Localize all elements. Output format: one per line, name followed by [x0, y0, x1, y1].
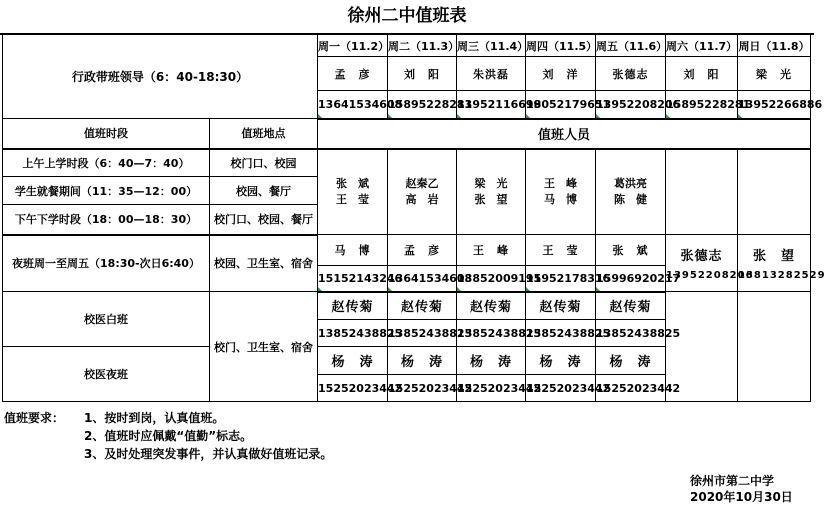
doctor-day-phone: 13852438825	[596, 320, 666, 347]
doctor-night-name: 杨 涛	[457, 347, 526, 375]
doctor-day-phone: 13852438825	[318, 320, 388, 347]
footer-school: 徐州市第二中学	[690, 474, 775, 488]
doctor-day-phone: 13852438825	[457, 320, 526, 347]
day-header: 周六（11.7）	[666, 35, 738, 57]
requirement-item: 3、及时处理突发事件，并认真做好值班记录。	[84, 447, 333, 461]
night-place-cell: 校园、卫生室、宿舍	[210, 235, 318, 292]
staff-header: 值班人员	[318, 119, 811, 149]
night-name: 张 斌	[596, 235, 666, 266]
doctor-night-name: 杨 涛	[596, 347, 666, 375]
day-header: 周日（11.8）	[738, 35, 811, 57]
period-header: 值班时段	[3, 119, 210, 149]
admin-phone: 13952266886	[738, 91, 811, 119]
day-staff-cell: 王 峰 马 博	[526, 149, 596, 235]
night-phone: 15952178316	[526, 266, 596, 292]
doctor-day-phone: 13852438825	[388, 320, 457, 347]
night-period-cell: 夜班周一至周五（18:30-次日6:40）	[3, 235, 210, 292]
doctor-day-name: 赵传菊	[318, 292, 388, 320]
doctor-night-phone: 15252023442	[388, 375, 457, 402]
day-header: 周二（11.3）	[388, 35, 457, 57]
empty-cell	[738, 292, 811, 402]
period-cell: 下午下学时段（18：00—18：30）	[3, 205, 210, 235]
doctor-day-label: 校医白班	[3, 292, 210, 347]
admin-phone: 18052179651	[526, 91, 596, 119]
night-phone: 15152143246	[318, 266, 388, 292]
day-header: 周三（11.4）	[457, 35, 526, 57]
day-staff-cell: 葛洪亮 陈 健	[596, 149, 666, 235]
day-header: 周一（11.2）	[318, 35, 388, 57]
doctor-day-name: 赵传菊	[457, 292, 526, 320]
empty-cell	[666, 149, 738, 235]
night-name: 张 望 13813282529	[738, 235, 811, 292]
admin-name: 刘 洋	[526, 57, 596, 91]
night-phone: 13852009191	[457, 266, 526, 292]
doctor-night-phone: 15252023442	[596, 375, 666, 402]
doctor-night-name: 杨 涛	[526, 347, 596, 375]
period-cell: 学生就餐期间（11：35—12：00）	[3, 177, 210, 205]
day-header: 周五（11.6）	[596, 35, 666, 57]
admin-phone: 13952116699	[457, 91, 526, 119]
sheet-title: 徐州二中值班表	[0, 0, 814, 35]
admin-name: 梁 光	[738, 57, 811, 91]
day-staff-cell: 张 斌 王 莹	[318, 149, 388, 235]
admin-label: 行政带班领导（6：40-18:30）	[3, 35, 318, 119]
admin-name: 朱洪磊	[457, 57, 526, 91]
doctor-day-name: 赵传菊	[526, 292, 596, 320]
admin-name: 刘 阳	[388, 57, 457, 91]
doctor-night-name: 杨 涛	[318, 347, 388, 375]
requirements-heading: 值班要求：	[4, 411, 65, 425]
night-name: 王 峰	[457, 235, 526, 266]
night-name: 王 莹	[526, 235, 596, 266]
doctor-day-name: 赵传菊	[596, 292, 666, 320]
doctor-night-phone: 15252023442	[526, 375, 596, 402]
day-staff-cell: 梁 光 张 望	[457, 149, 526, 235]
doctor-day-name: 赵传菊	[388, 292, 457, 320]
night-name: 张德志 13952208206	[666, 235, 738, 292]
night-phone: 13641534608	[388, 266, 457, 292]
doctor-place-cell: 校门、卫生室、宿舍	[210, 292, 318, 402]
doctor-night-label: 校医夜班	[3, 347, 210, 402]
doctor-night-name: 杨 涛	[388, 347, 457, 375]
day-staff-cell: 赵秦乙 高 岩	[388, 149, 457, 235]
night-name: 马 博	[318, 235, 388, 266]
duty-table	[2, 34, 826, 402]
admin-phone: 15895228281	[666, 91, 738, 119]
place-cell: 校门口、校园、餐厅	[210, 205, 318, 235]
admin-name: 孟 彦	[318, 57, 388, 91]
place-cell: 校门口、校园	[210, 149, 318, 177]
doctor-night-phone: 15252023442	[318, 375, 388, 402]
requirement-item: 2、值班时应佩戴“值勤”标志。	[84, 429, 253, 443]
night-name: 孟 彦	[388, 235, 457, 266]
doctor-night-phone: 15252023442	[457, 375, 526, 402]
footer-date: 2020年10月30日	[690, 490, 793, 504]
admin-name: 张德志	[596, 57, 666, 91]
place-cell: 校园、餐厅	[210, 177, 318, 205]
night-phone: 15996920217	[596, 266, 666, 292]
admin-phone: 13641534608	[318, 91, 388, 119]
empty-cell	[738, 149, 811, 235]
doctor-day-phone: 13852438825	[526, 320, 596, 347]
requirement-item: 1、按时到岗，认真值班。	[84, 411, 225, 425]
admin-phone: 15895228281	[388, 91, 457, 119]
day-header: 周四（11.5）	[526, 35, 596, 57]
admin-phone: 13952208206	[596, 91, 666, 119]
admin-name: 刘 阳	[666, 57, 738, 91]
place-header: 值班地点	[210, 119, 318, 149]
period-cell: 上午上学时段（6：40—7：40）	[3, 149, 210, 177]
